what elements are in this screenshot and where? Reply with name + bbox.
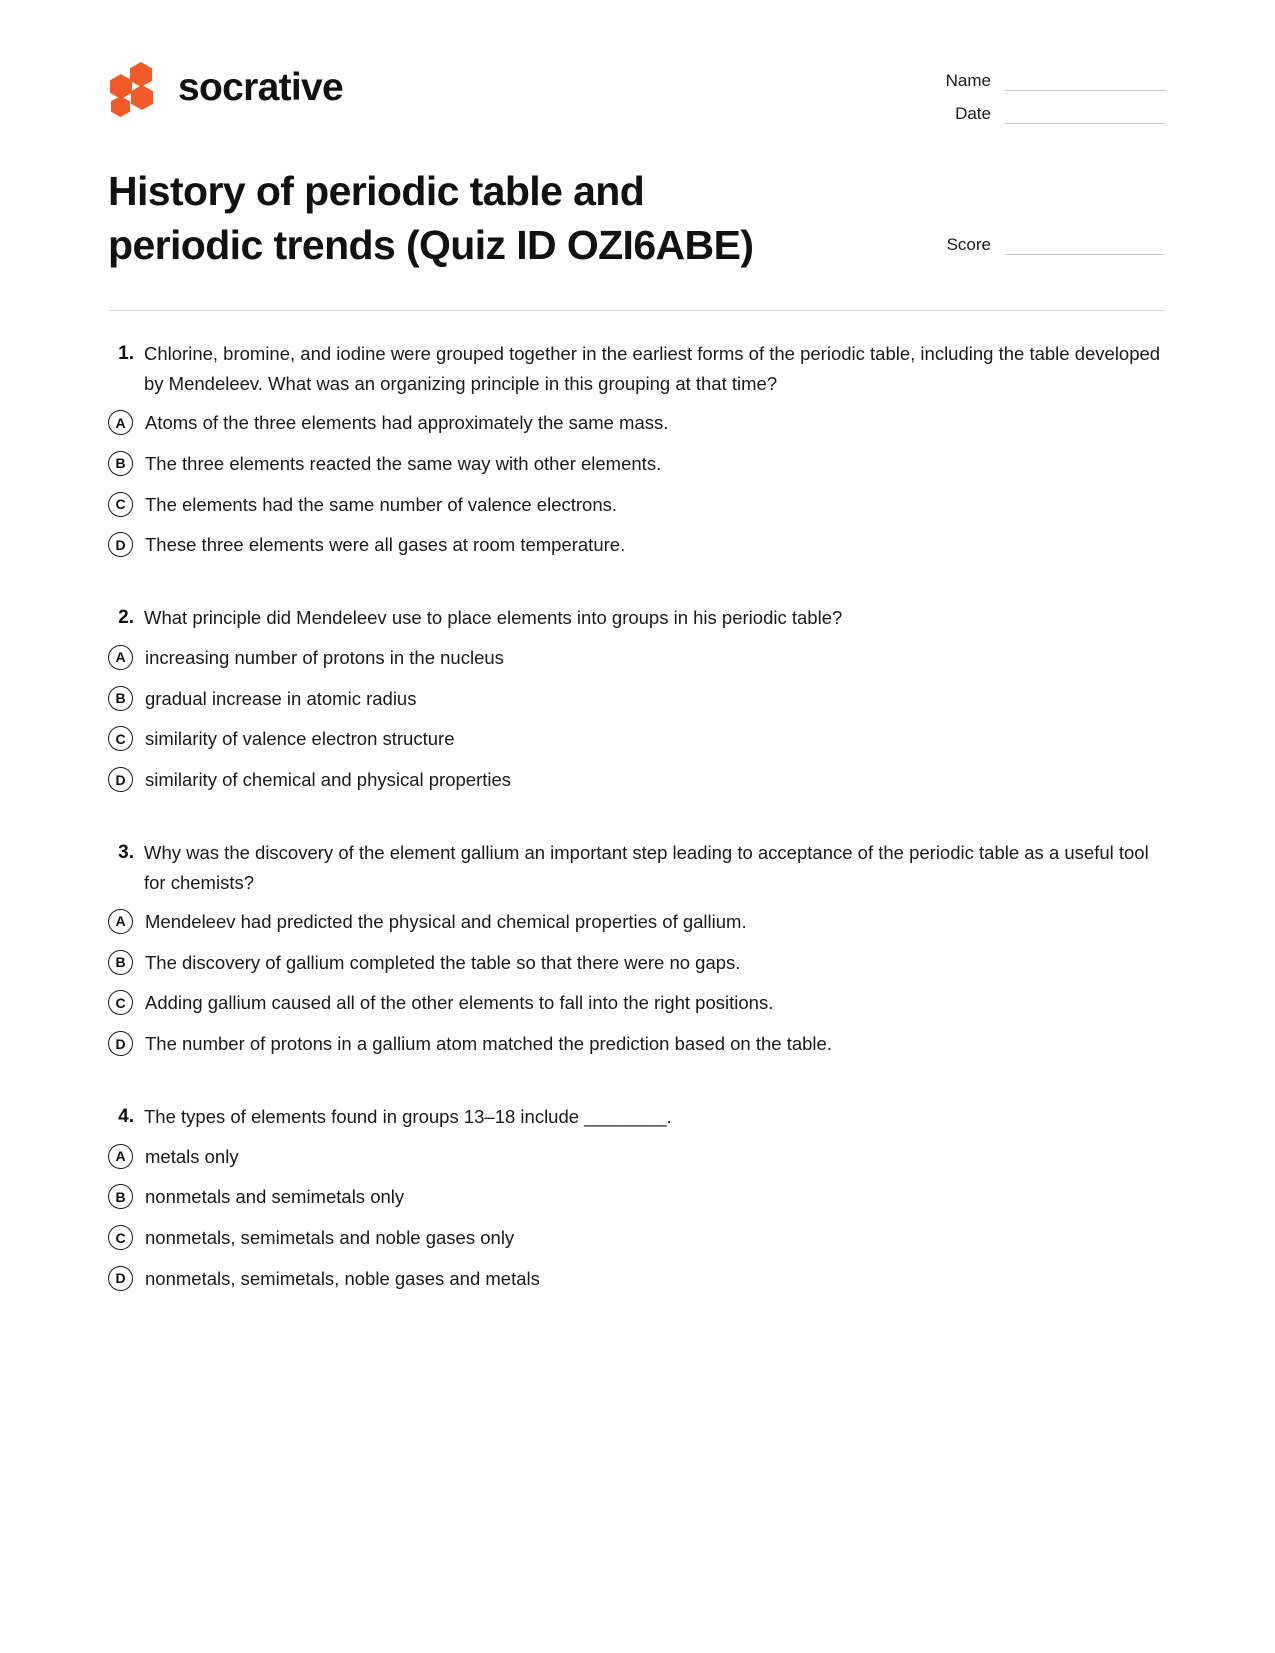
date-label: Date: [955, 104, 991, 123]
student-info-fields: [946, 72, 1165, 138]
name-write-in-line[interactable]: [1005, 75, 1165, 91]
question-number: 2.: [118, 607, 134, 629]
choice-bubble[interactable]: B: [108, 451, 133, 476]
date-write-in-line[interactable]: [1005, 108, 1165, 124]
page-header: [0, 0, 1275, 138]
choice-option[interactable]: [108, 449, 1165, 478]
hexagon-left-lower: [111, 96, 130, 117]
choice-text: The discovery of gallium completed the table so that there were no gaps.: [145, 951, 741, 973]
question-number: 3.: [118, 841, 134, 863]
choice-text: similarity of valence electron structure: [145, 728, 455, 750]
choice-option[interactable]: [108, 1029, 1165, 1058]
choice-bubble[interactable]: B: [108, 686, 133, 711]
choice-bubble[interactable]: C: [108, 492, 133, 517]
question-header: [108, 603, 1165, 634]
choice-option[interactable]: [108, 1264, 1165, 1293]
choice-text: The number of protons in a gallium atom matched the prediction based on the table.: [145, 1033, 832, 1055]
choice-option[interactable]: [108, 643, 1165, 672]
hexagon-left-upper: [110, 74, 132, 99]
question-text: Why was the discovery of the element gallium an important step leading to acceptance of the periodic table as a useful tool for chemists?: [144, 841, 1149, 893]
question-number: 1.: [118, 343, 134, 365]
choice-bubble[interactable]: D: [108, 1031, 133, 1056]
choice-option[interactable]: [108, 765, 1165, 794]
question-header: [108, 838, 1165, 898]
question-item: [108, 838, 1165, 1058]
question-item: [108, 339, 1165, 559]
four-hexagons-icon: [108, 62, 160, 112]
choice-bubble[interactable]: D: [108, 532, 133, 557]
date-field-row: [946, 105, 1165, 124]
choice-text: nonmetals and semimetals only: [145, 1186, 405, 1208]
choice-text: nonmetals, semimetals, noble gases and metals: [145, 1267, 540, 1289]
choice-text: similarity of chemical and physical properties: [145, 769, 512, 791]
title-block: [0, 138, 1275, 272]
question-list: [0, 311, 1275, 1292]
choice-bubble[interactable]: A: [108, 645, 133, 670]
page-title: History of periodic table and periodic trends (Quiz ID OZI6ABE): [108, 168, 754, 269]
question-item: [108, 603, 1165, 794]
choice-option[interactable]: [108, 530, 1165, 559]
choice-option[interactable]: [108, 907, 1165, 936]
question-text: What principle did Mendeleev use to place elements into groups in his periodic table?: [144, 607, 843, 629]
choice-list: [108, 643, 1165, 794]
name-label: Name: [945, 71, 991, 90]
choice-text: increasing number of protons in the nucleus: [145, 646, 504, 668]
choice-bubble[interactable]: B: [108, 950, 133, 975]
choice-text: Mendeleev had predicted the physical and chemical properties of gallium.: [145, 910, 747, 932]
choice-option[interactable]: [108, 1223, 1165, 1252]
choice-text: Atoms of the three elements had approximately the same mass.: [145, 412, 669, 434]
choice-bubble[interactable]: A: [108, 909, 133, 934]
choice-option[interactable]: [108, 408, 1165, 437]
choice-text: These three elements were all gases at room temperature.: [145, 534, 626, 556]
choice-text: The elements had the same number of valence electrons.: [145, 493, 618, 515]
choice-option[interactable]: [108, 1182, 1165, 1211]
hexagon-right-lower: [131, 85, 153, 110]
choice-bubble[interactable]: C: [108, 1225, 133, 1250]
choice-option[interactable]: [108, 948, 1165, 977]
name-field-row: [946, 72, 1165, 91]
choice-option[interactable]: [108, 724, 1165, 753]
choice-text: Adding gallium caused all of the other elements to fall into the right positions.: [145, 992, 774, 1014]
choice-bubble[interactable]: C: [108, 990, 133, 1015]
choice-list: [108, 1142, 1165, 1293]
socrative-logo: [108, 62, 343, 112]
brand-name: socrative: [178, 65, 343, 109]
question-header: [108, 1102, 1165, 1133]
question-item: [108, 1102, 1165, 1293]
choice-bubble[interactable]: C: [108, 726, 133, 751]
choice-bubble[interactable]: D: [108, 767, 133, 792]
score-write-in-line[interactable]: [1005, 239, 1165, 255]
hexagon-top-right: [130, 62, 152, 87]
choice-text: gradual increase in atomic radius: [145, 687, 417, 709]
choice-option[interactable]: [108, 1142, 1165, 1171]
question-header: [108, 339, 1165, 399]
choice-option[interactable]: [108, 490, 1165, 519]
choice-option[interactable]: [108, 684, 1165, 713]
choice-list: [108, 907, 1165, 1058]
choice-bubble[interactable]: A: [108, 410, 133, 435]
choice-text: metals only: [145, 1145, 239, 1167]
choice-bubble[interactable]: D: [108, 1266, 133, 1291]
choice-text: The three elements reacted the same way with other elements.: [145, 452, 662, 474]
choice-option[interactable]: [108, 988, 1165, 1017]
question-text: Chlorine, bromine, and iodine were grouped together in the earliest forms of the periodic table, including the table developed by Mendeleev. What was an organizing principle in this grouping at that time?: [144, 343, 1161, 395]
score-field-row: [947, 236, 1165, 255]
choice-bubble[interactable]: B: [108, 1184, 133, 1209]
choice-list: [108, 408, 1165, 559]
choice-text: nonmetals, semimetals and noble gases only: [145, 1227, 515, 1249]
question-number: 4.: [118, 1105, 134, 1127]
choice-bubble[interactable]: A: [108, 1144, 133, 1169]
question-text: The types of elements found in groups 13–18 include ________.: [144, 1105, 672, 1127]
score-label: Score: [946, 235, 991, 254]
